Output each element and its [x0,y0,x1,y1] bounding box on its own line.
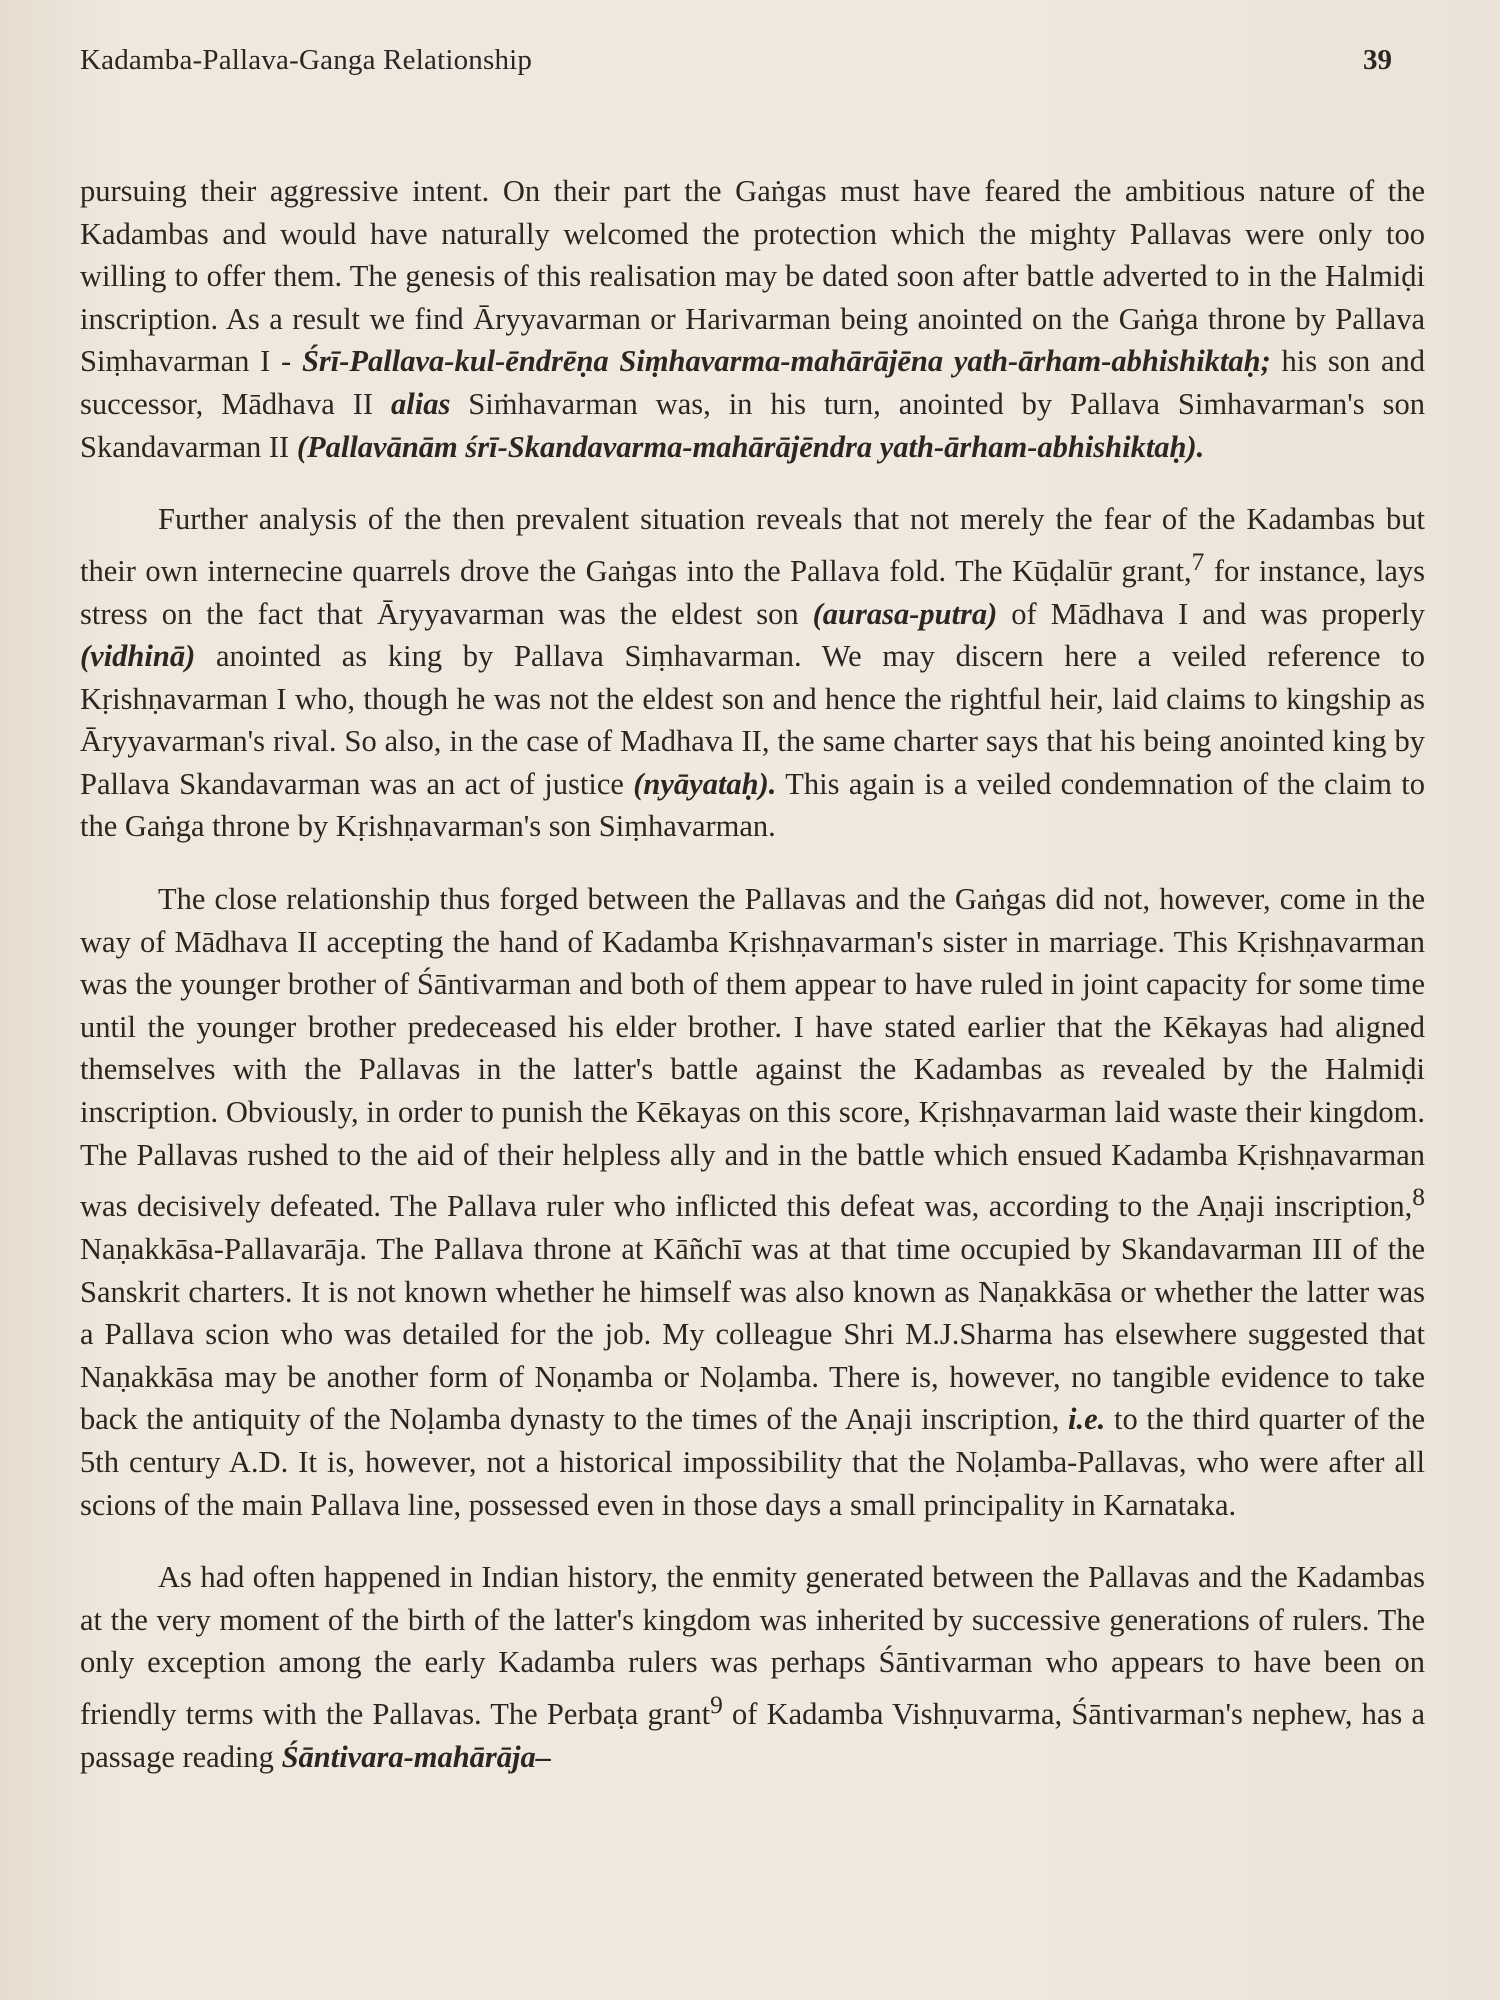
footnote-marker: 7 [1191,547,1205,576]
paragraph [80,498,1425,848]
paragraph [80,170,1425,468]
text-run: anointed as king by Pallava Siṃhavarman. We may discern here a veiled reference to Kṛishṇavarman I who, though he was not the eldest son and hence the rightful heir, laid claims to kingship as Āryyavarman's rival. So also, in the case of Madhava II, the same charter says that his being anointed king by Pallava Skandavarman was an act of justice [80,639,1425,801]
page-header [80,44,1420,84]
paragraph [80,1556,1425,1778]
running-title: Kadamba-Pallava-Ganga Relationship [80,44,533,76]
text-run: pursuing their aggressive intent. On their part the Gaṅgas must have feared the ambitious nature of the Kadambas and would have naturally welcomed the protection which the mighty Pallavas were only too willing to offer them. The genesis of this realisation may be dated soon after battle adverted to in the Halmiḍi inscription. As a result we find Āryyavarman or Harivarman being anointed on the Gaṅga throne by Pallava Siṃhavarman I - [80,174,1425,379]
footnote-marker: 8 [1412,1183,1425,1212]
text-run: The close relationship thus forged between the Pallavas and the Gaṅgas did not, however, come in the way of Mādhava II accepting the hand of Kadamba Kṛishṇavarman's sister in marriage. This Kṛishṇavarman was the younger brother of Śāntivarman and both of them appear to have ruled in joint capacity for some time until the younger brother predeceased his elder brother. I have stated earlier that the Kēkayas had aligned themselves with the Pallavas in the latter's battle against the Kadambas as revealed by the Halmiḍi inscription. Obviously, in order to punish the Kēkayas on this score, Kṛishṇavarman laid waste their kingdom. The Pallavas rushed to the aid of their helpless ally and in the battle which ensued Kadamba Kṛishṇavarman was decisively defeated. The Pallava ruler who inflicted this defeat was, according to the Aṇaji inscription, [80,882,1425,1224]
text-run: Siṁhavarman was, in his turn, anointed by Pallava Simhavarman's son Skandavarman II [80,386,1426,464]
text-run: As had often happened in Indian history, the enmity generated between the Pallavas and the Kadambas at the very moment of the birth of the latter's kingdom was inherited by successive generations of rulers. The only exception among the early Kadamba rulers was perhaps Śāntivarman who appears to have been on friendly terms with the Pallavas. The Perbaṭa grant [80,1560,1425,1732]
italic-term: (vidhinā) [80,639,196,674]
text-run: This again is a veiled condemnation of the claim to the Gaṅga throne by Kṛishṇavarman's son Siṃhavarman. [80,766,1425,844]
italic-term: (nyāyataḥ). [633,766,777,801]
text-run: Further analysis of the then prevalent situation reveals that not merely the fear of the Kadambas but their own internecine quarrels drove the Gaṅgas into the Pallava fold. The Kūḍalūr grant, [80,502,1425,588]
text-run: of Mādhava I and was properly [997,596,1426,631]
page-number: 39 [1363,44,1392,76]
italic-term: Śrī-Pallava-kul-ēndrēṇa Siṃhavarma-mahārājēna yath-ārham-abhishiktaḥ; [301,344,1271,379]
italic-term: Śāntivara-mahārāja– [281,1739,552,1774]
body-text [80,170,1425,1778]
text-run: to the third quarter of the 5th century A.D. It is, however, not a historical impossibility that the Noḷamba-Pallavas, who were after all scions of the main Pallava line, possessed even in those days a small principality in Karnataka. [80,1402,1425,1522]
text-run: of Kadamba Vishṇuvarma, Śāntivarman's nephew, has a passage reading [80,1697,1425,1774]
text-run: Naṇakkāsa-Pallavarāja. The Pallava throne at Kāñchī was at that time occupied by Skandavarman III of the Sanskrit charters. It is not known whether he himself was also known as Naṇakkāsa or whether the latter was a Pallava scion who was detailed for the job. My colleague Shri M.J.Sharma has elsewhere suggested that Naṇakkāsa may be another form of Noṇamba or Noḷamba. There is, however, no tangible evidence to take back the antiquity of the Noḷamba dynasty to the times of the Aṇaji inscription, [80,1231,1425,1437]
text-run: for instance, lays stress on the fact that Āryyavarman was the eldest son [80,553,1425,631]
italic-term: (aurasa-putra) [812,596,998,631]
paragraph [80,878,1425,1526]
footnote-marker: 9 [710,1690,723,1719]
italic-term: i.e. [1068,1402,1106,1437]
italic-term: alias [391,386,451,421]
text-run: his son and successor, Mādhava II [80,344,1425,421]
italic-term: (Pallavānām śrī-Skandavarma-mahārājēndra yath-ārham-abhishiktaḥ). [296,429,1205,464]
